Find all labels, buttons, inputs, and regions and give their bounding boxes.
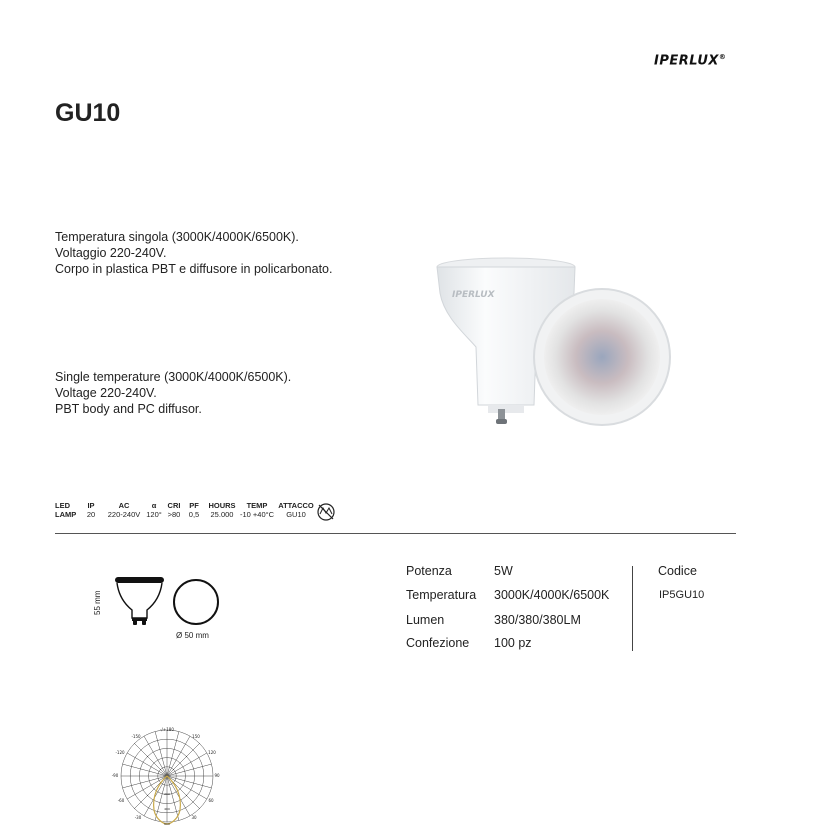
polar-spoke (167, 736, 190, 776)
spec-value: 220-240V (107, 510, 141, 519)
english-description (55, 369, 291, 417)
polar-spoke (155, 732, 167, 776)
polar-label: -120 (115, 750, 125, 755)
spec-label: LED LAMP (55, 501, 77, 519)
brand-logo (654, 53, 726, 68)
polar-spoke (127, 753, 167, 776)
polar-spoke (134, 743, 167, 776)
table-value-lumen: 380/380/380LM (494, 613, 581, 627)
description-line: Temperatura singola (3000K/4000K/6500K). (55, 230, 299, 244)
table-value-potenza: 5W (494, 564, 513, 578)
description-line: Voltaggio 220-240V. (55, 246, 167, 260)
polar-spoke (144, 736, 167, 776)
spec-ip (83, 501, 99, 519)
spec-label: PF (189, 501, 199, 510)
polar-distribution-diagram (108, 724, 226, 832)
spec-value: >80 (167, 510, 181, 519)
no-dimmer-icon (316, 502, 336, 522)
spec-label: TEMP (246, 501, 268, 510)
front-profile-drawing (170, 577, 222, 629)
spec-value: GU10 (286, 510, 306, 519)
description-line: Voltage 220-240V. (55, 386, 157, 400)
product-title: GU10 (55, 99, 121, 127)
polar-label: 150 (192, 734, 200, 739)
spec-temp (239, 501, 275, 519)
description-line: Single temperature (3000K/4000K/6500K). (55, 370, 292, 384)
spec-value: 120° (146, 510, 162, 519)
polar-spoke (167, 743, 200, 776)
spec-cri (166, 501, 182, 519)
spec-label: ATTACCO (278, 501, 314, 510)
spec-led-lamp (55, 501, 79, 519)
spec-label: α (151, 501, 157, 510)
spec-pf (187, 501, 201, 519)
table-label-lumen: Lumen (406, 613, 445, 627)
description-line: Corpo in plastica PBT e diffusore in policarbonato. (55, 262, 333, 276)
polar-label: -90 (111, 773, 119, 778)
spec-hours (207, 501, 237, 519)
table-label-temperatura: Temperatura (406, 588, 477, 602)
brand-name: IPERLUX (654, 53, 719, 69)
polar-spoke (127, 776, 167, 799)
bulb-front (534, 289, 670, 425)
polar-spoke (123, 764, 167, 776)
spec-value: 25.000 (210, 510, 234, 519)
polar-label: 200 (164, 792, 170, 796)
polar-spoke (167, 776, 211, 788)
polar-label: 90 (214, 773, 220, 778)
polar-spoke (167, 764, 211, 776)
spec-angle (145, 501, 163, 519)
brand-trademark: ® (718, 53, 727, 61)
codice-label: Codice (658, 564, 697, 578)
polar-spoke (167, 776, 207, 799)
product-image (430, 255, 710, 435)
polar-spoke (167, 732, 179, 776)
bulb-brand-print: IPERLUX (452, 290, 495, 300)
spec-attacco (277, 501, 315, 519)
side-profile-drawing (112, 576, 167, 628)
polar-label: 600 (164, 822, 170, 826)
spec-label: CRI (167, 501, 181, 510)
polar-label: 400 (164, 807, 170, 811)
table-separator (632, 566, 633, 651)
polar-spoke (123, 776, 167, 788)
spec-value: 20 (86, 510, 96, 519)
diameter-dimension-label: Ø 50 mm (176, 631, 209, 640)
table-label-confezione: Confezione (406, 636, 470, 650)
table-label-potenza: Potenza (406, 564, 452, 578)
polar-label-top: -/+180 (160, 727, 174, 732)
table-value-confezione: 100 pz (494, 636, 532, 650)
italian-description (55, 229, 332, 277)
polar-label: -60 (117, 798, 125, 803)
spec-label: IP (87, 501, 95, 510)
polar-spoke (167, 776, 190, 816)
spec-label: HOURS (208, 501, 236, 510)
polar-label: 120 (208, 750, 216, 755)
spec-value: 0,5 (188, 510, 200, 519)
polar-label: 30 (191, 815, 197, 820)
section-divider (55, 533, 736, 534)
height-dimension-label: 55 mm (93, 590, 102, 615)
codice-value: IP5GU10 (659, 589, 705, 601)
description-line: PBT body and PC diffusor. (55, 402, 202, 416)
polar-spoke (167, 753, 207, 776)
spec-ac (105, 501, 143, 519)
spec-label: AC (118, 501, 130, 510)
polar-label: -150 (131, 734, 141, 739)
spec-value: -10 +40°C (239, 510, 275, 519)
polar-label: 60 (208, 798, 214, 803)
polar-label: -30 (134, 815, 142, 820)
table-value-temperatura: 3000K/4000K/6500K (494, 588, 610, 602)
